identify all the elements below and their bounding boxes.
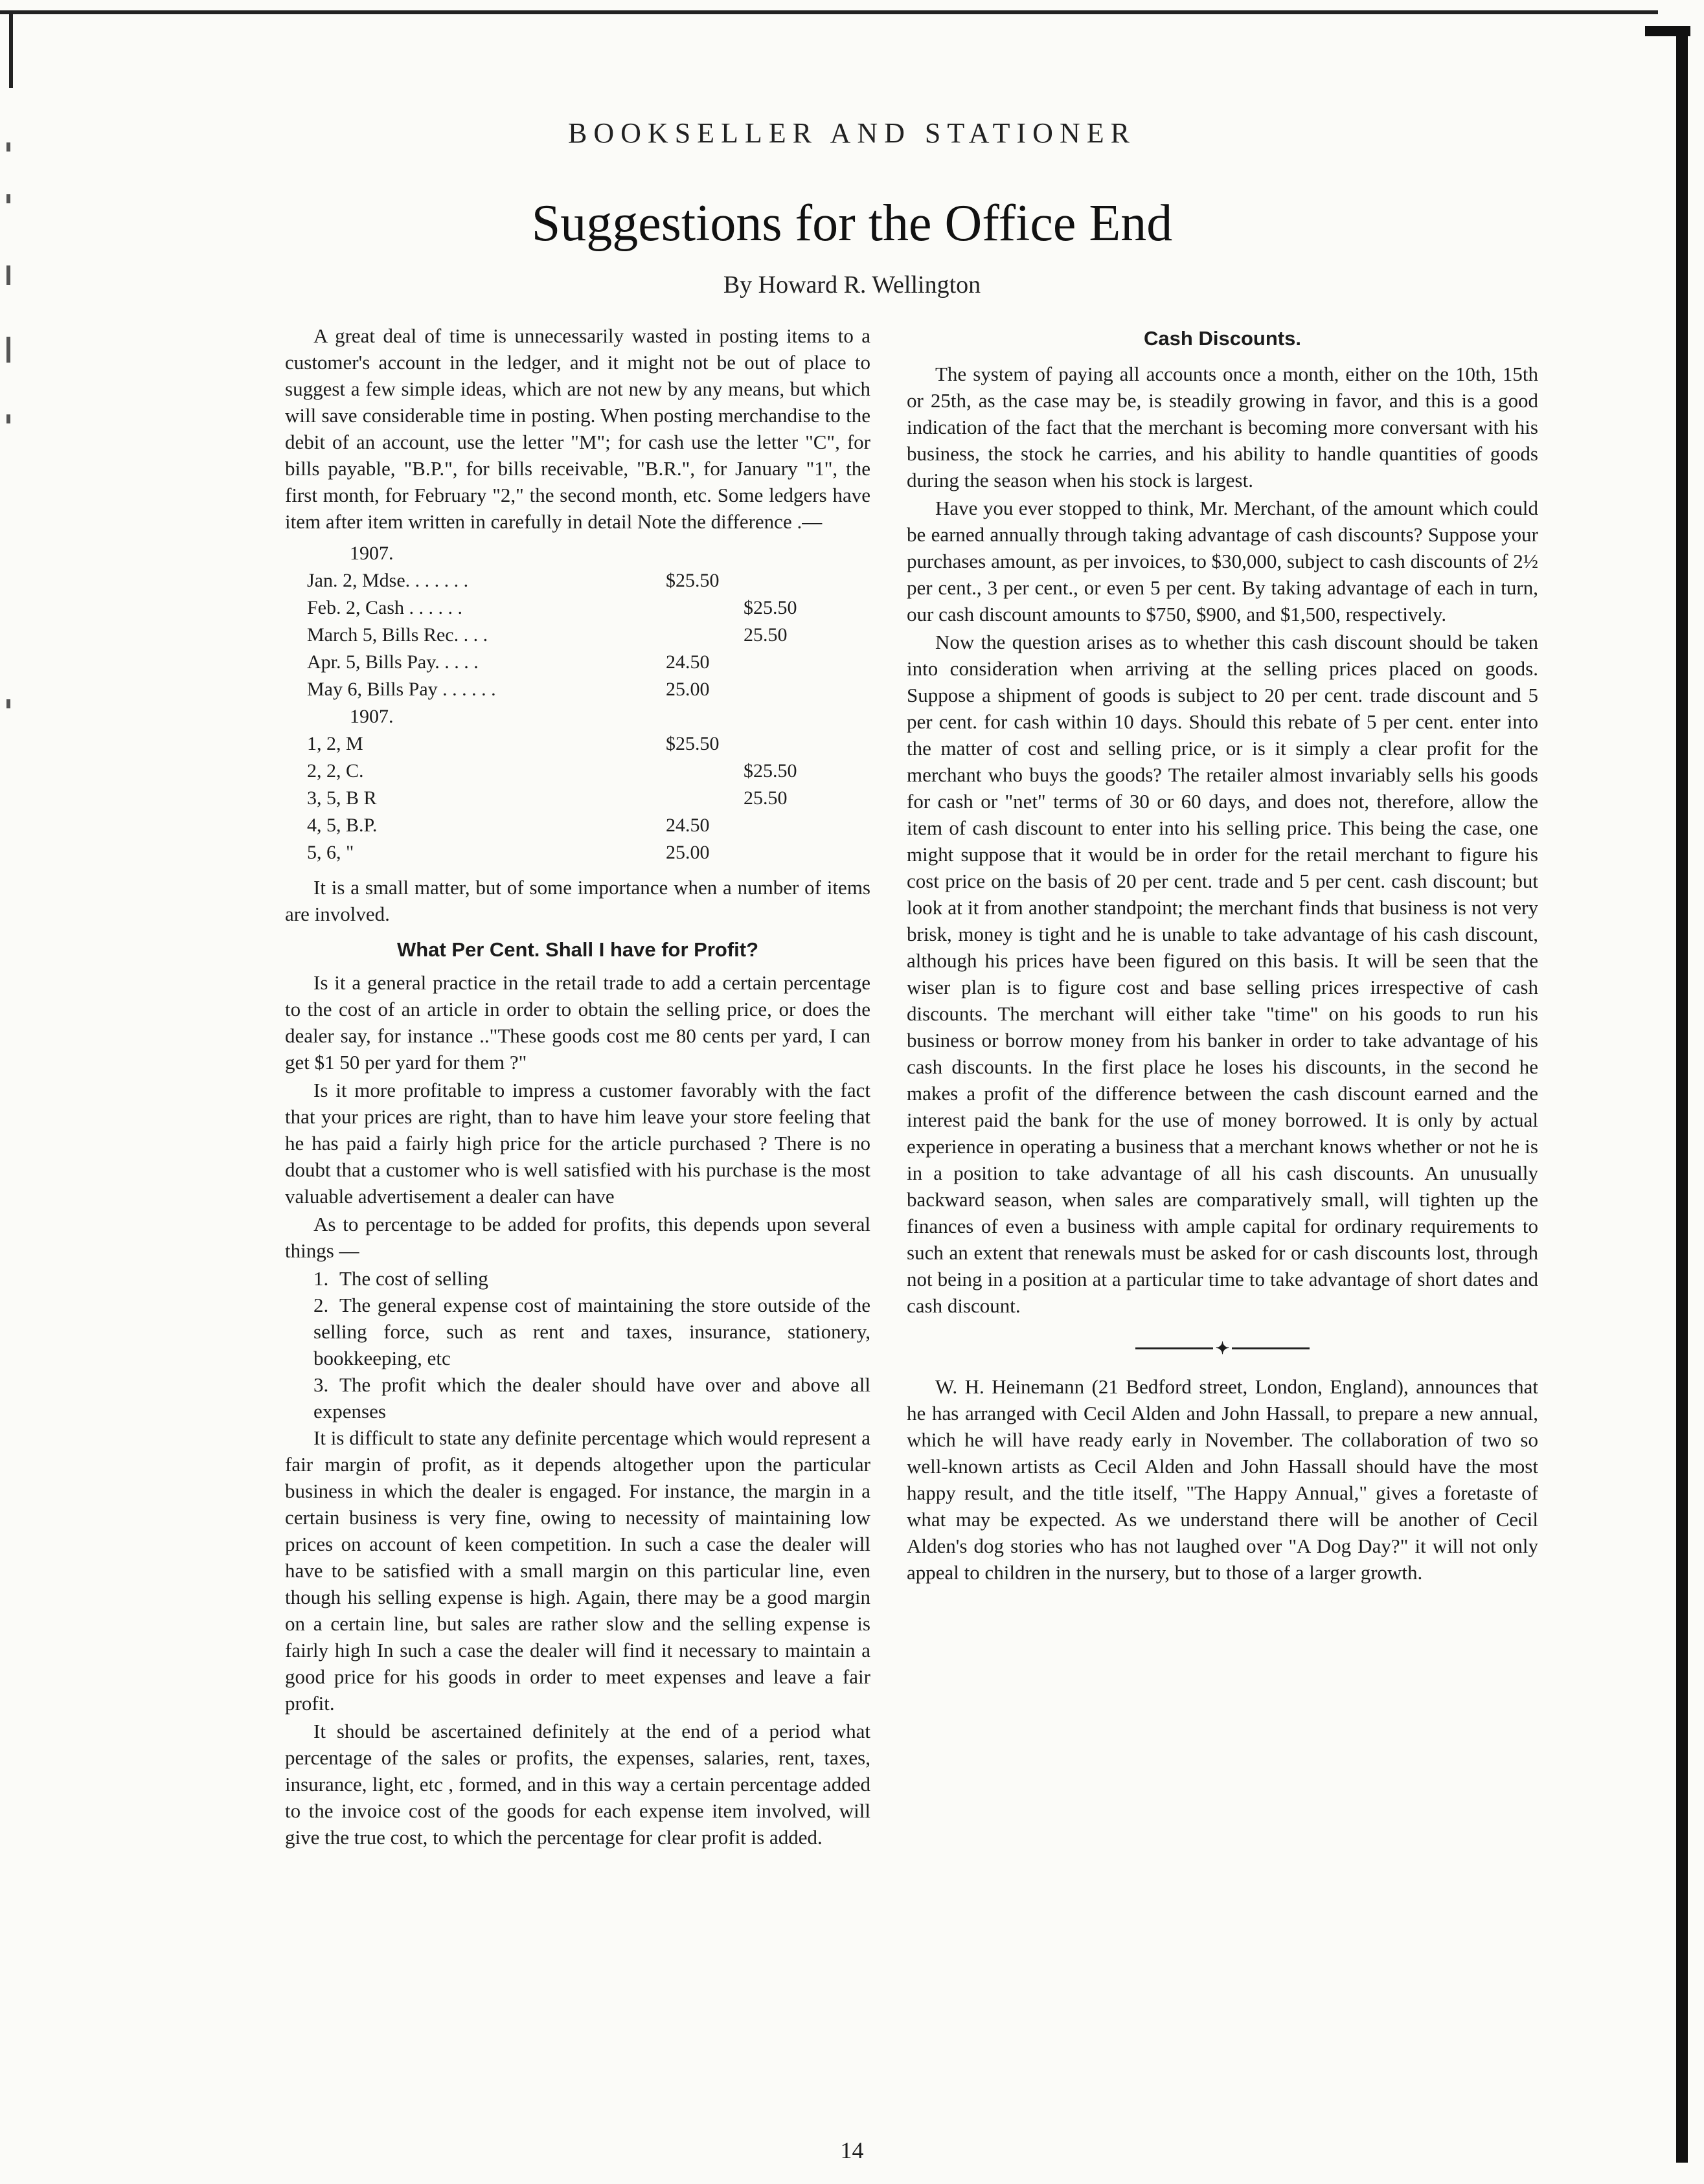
ledger-row <box>285 676 870 703</box>
ledger-debit: $25.50 <box>666 570 720 591</box>
ledger-label: 2, 2, C. <box>307 760 364 782</box>
ledger-label: 4, 5, B.P. <box>307 815 378 836</box>
list-number: 1. <box>313 1267 329 1290</box>
ledger-row <box>285 758 870 785</box>
cash-paragraph: The system of paying all accounts once a month, either on the 10th, 15th or 25th, as the case may be, is steadily growing in favor, and this is a good indication of the fact that the merchant is becoming more conversant with his business, the stock he carries, and his ability to handle quantities of goods during the season when his stock is largest. <box>907 363 1538 491</box>
list-number: 2. <box>313 1294 329 1316</box>
profit-paragraph: Is it more profitable to impress a customer favorably with the fact that your prices are right, than to have him leave your store feeling that he has paid a fairly high price for the article purchased ? There is no doubt that a customer who is well satisfied with his purchase is the most valuable advertisement a dealer can have <box>285 1079 870 1208</box>
ledger-row <box>285 785 870 812</box>
profit-list-item <box>285 1292 870 1371</box>
ledger-debit: 25.00 <box>666 679 710 700</box>
profit-paragraph: As to percentage to be added for profits, this depends upon several things — <box>285 1213 870 1262</box>
running-head: BOOKSELLER AND STATIONER <box>568 117 1136 149</box>
list-number: 3. <box>313 1373 329 1396</box>
ledger-label: March 5, Bills Rec. . . . <box>307 624 488 646</box>
cash-discounts-heading: Cash Discounts. <box>1144 327 1301 350</box>
list-text: The profit which the dealer should have over and above all expenses <box>313 1373 870 1423</box>
ledger-credit: $25.50 <box>744 760 797 782</box>
ledger-row <box>285 649 870 676</box>
ledger-label: Feb. 2, Cash . . . . . . <box>307 597 462 618</box>
ledger-credit: $25.50 <box>744 597 797 618</box>
byline: By Howard R. Wellington <box>723 271 981 298</box>
intro-paragraph: A great deal of time is unnecessarily wasted in posting items to a customer's account in the ledger, and it might not be out of place to suggest a few simple ideas, which are not new by any means, but which will save considerable time in posting. When posting merchandise to the debit of an account, use the letter "M"; for cash use the letter "C", for bills payable, "B.P.", for bills receivable, "B.R.", for January "1", the first month, for February "2," the second month, etc. Some ledgers have item after item written in carefully in detail Note the difference .— <box>285 324 870 533</box>
ledger-row <box>285 567 870 594</box>
ledger-row <box>285 839 870 866</box>
list-text: The cost of selling <box>339 1267 488 1290</box>
cash-paragraph: Now the question arises as to whether this cash discount should be taken into consideration when arriving at the selling prices placed on goods. Suppose a shipment of goods is subject to 20 per cent. trade discount and 5 per cent. for cash within 10 days. Should this rebate of 5 per cent. enter into the matter of cost and selling price, or is it simply a clear profit for the merchant who buys the goods? The retailer almost invariably sells his goods for cash or "net" terms of 30 or 60 days, and does not, therefore, allow the item of cash discount to enter into his selling price. This being the case, one might suppose that it would be in order for the retail merchant to figure his cost price on the basis of 20 per cent. trade and 5 per cent. cash discount; but look at it from another standpoint; the merchant finds that business is not very brisk, money is tight and he is unable to take advantage of his cash discount, although his prices have been figured on this basis. It will be seen that the wiser plan is to figure cost and base selling prices irrespective of cash discounts. The merchant will either take "time" on his goods to run his business or borrow money from his banker in order to take advantage of his cash discounts. In the first place he loses his discounts, in the second he makes a profit of the difference between the cash discount earned and the interest paid the bank for the use of money borrowed. It is only by actual experience in operating a business that a merchant knows whether or not he is in a position to take advantage of all his cash discounts. An unusually backward season, when sales are comparatively small, will tighten up the finances of even a business with ample capital for ordinary requirements to such an extent that renewals must be asked for or cash discounts lost, through not being in a position at a particular time to take advantage of short dates and cash discount. <box>907 631 1538 1317</box>
ledger-row <box>285 812 870 839</box>
ledger-example <box>285 540 870 866</box>
ledger-debit: 24.50 <box>666 815 710 836</box>
top-border-rule <box>0 10 1658 14</box>
ledger-credit: 25.50 <box>744 787 788 809</box>
left-border-rule <box>9 10 13 88</box>
ledger-row <box>285 730 870 758</box>
left-column <box>285 322 870 1852</box>
after-ledger-paragraph: It is a small matter, but of some importance when a number of items are involved. <box>285 876 870 925</box>
ledger-debit: $25.50 <box>666 733 720 754</box>
section-divider: ✦ <box>907 1333 1538 1362</box>
profit-paragraph: It should be ascertained definitely at the end of a period what percentage of the sales or profits, the expenses, salaries, rent, taxes, insurance, light, etc , formed, and in this way a certain percentage added to the invoice cost of the goods for each expense item involved, will give the true cost, to which the percentage for clear profit is added. <box>285 1720 870 1849</box>
right-edge-bar <box>1676 26 1688 2163</box>
page-number: 14 <box>840 2137 864 2163</box>
ledger-row <box>285 594 870 622</box>
ledger-label: 5, 6, " <box>307 842 354 863</box>
ledger-debit: 25.00 <box>666 842 710 863</box>
list-text: The general expense cost of maintaining the store outside of the selling force, such as rent and taxes, insurance, stationery, bookkeeping, etc <box>313 1294 870 1369</box>
article-title: Suggestions for the Office End <box>531 195 1173 252</box>
ledger-row <box>285 622 870 649</box>
profit-list-item <box>285 1371 870 1424</box>
ledger-credit: 25.50 <box>744 624 788 646</box>
profit-paragraph: Is it a general practice in the retail trade to add a certain percentage to the cost of an article in order to obtain the selling price, or does the dealer say, for instance .."These goods cost me 80 cents per yard, I can get $1 50 per yard for them ?" <box>285 971 870 1074</box>
ledger-debit: 24.50 <box>666 651 710 673</box>
ledger-label: Jan. 2, Mdse. . . . . . . <box>307 570 469 591</box>
ledger-label: 1, 2, M <box>307 733 363 754</box>
ledger-year: 1907. <box>350 706 394 727</box>
ledger-year: 1907. <box>350 543 394 564</box>
profit-paragraph: It is difficult to state any definite percentage which would represent a fair margin of profit, as it depends altogether upon the particular business in which the dealer is engaged. For instance, the margin in a certain business is very fine, owing to necessity of maintaining low prices on account of keen competition. In such a case the dealer will have to be satisfied with a small margin on this particular line, even though his selling expense is high. Again, there may be a good margin on a certain line, but sales are rather slow and the selling expense is fairly high In such a case the dealer will find it necessary to maintain a good price for his goods in order to meet expenses and leave a fair profit. <box>285 1426 870 1715</box>
ledger-label: Apr. 5, Bills Pay. . . . . <box>307 651 479 673</box>
ledger-label: May 6, Bills Pay . . . . . . <box>307 679 496 700</box>
profit-list-item <box>285 1265 870 1292</box>
news-item-paragraph: W. H. Heinemann (21 Bedford street, London, England), announces that he has arranged with Cecil Alden and John Hassall, to prepare a new annual, which he will have ready early in November. The collaboration of two so well-known artists as Cecil Alden and John Hassall should have the most happy result, and the title itself, "The Happy Annual," gives a foretaste of what may be expected. As we understand there will be another of Cecil Alden's dog stories who has not laughed over "A Dog Day?" it will not only appeal to children in the nursery, but to those of a larger growth. <box>907 1375 1538 1584</box>
profit-heading: What Per Cent. Shall I have for Profit? <box>396 938 759 961</box>
right-column <box>907 322 1538 1587</box>
ledger-label: 3, 5, B R <box>307 787 377 809</box>
cash-paragraph: Have you ever stopped to think, Mr. Merchant, of the amount which could be earned annually through taking advantage of cash discounts? Suppose your purchases amount, as per invoices, to $30,000, subject to cash discounts of 2½ per cent., 3 per cent., or even 5 per cent. By taking advantage of each in turn, our cash discount amounts to $750, $900, and $1,500, respectively. <box>907 497 1538 625</box>
